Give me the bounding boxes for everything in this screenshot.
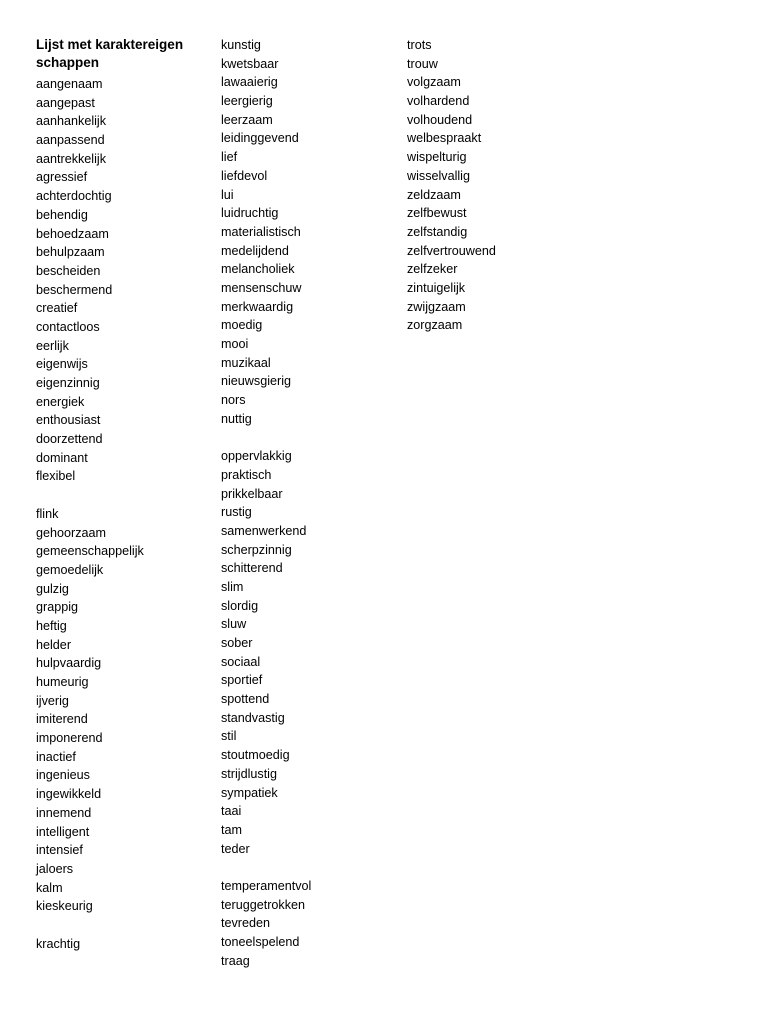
list-item: materialistisch [221, 224, 301, 239]
list-item: nieuwsgierig [221, 374, 292, 389]
list-item: lief [221, 150, 238, 165]
list-item: flink [36, 506, 59, 521]
list-item: dominant [36, 450, 88, 465]
list-item: toneelspelend [221, 935, 300, 949]
list-item: luidruchtig [221, 206, 279, 221]
list-item: nuttig [221, 411, 252, 426]
list-item: ingewikkeld [36, 787, 102, 802]
list-gap [36, 486, 206, 505]
page-title: Lijst met karaktereigenschappen [36, 37, 184, 70]
list-item: bescheiden [36, 263, 101, 278]
list-item: mooi [221, 337, 249, 351]
list-item: leergierig [221, 94, 273, 109]
list-item: ingenieus [36, 768, 90, 783]
list-item: sober [221, 636, 253, 650]
list-item: creatief [36, 301, 78, 316]
list-item: muzikaal [221, 355, 271, 370]
list-item: intensief [36, 843, 83, 858]
list-item: melancholiek [221, 262, 295, 277]
list-item: achterdochtig [36, 189, 112, 204]
list-item: jaloers [36, 861, 74, 876]
list-item: eigenwijs [36, 357, 88, 372]
column-1 [36, 36, 206, 953]
list-item: spottend [221, 692, 270, 707]
list-item: zelfstandig [407, 224, 468, 239]
list-item: aangepast [36, 95, 95, 110]
list-item: temperamentvol [221, 878, 312, 893]
list-item: eigenzinnig [36, 376, 100, 390]
list-gap [221, 428, 396, 447]
list-item: strijdlustig [221, 766, 277, 781]
list-item: zorgzaam [407, 318, 463, 333]
list-item: kwetsbaar [221, 56, 279, 71]
list-item: agressief [36, 170, 88, 185]
list-item: slim [221, 579, 244, 594]
list-item: merkwaardig [221, 299, 294, 314]
list-item: kieskeurig [36, 899, 93, 914]
list-item: samenwerkend [221, 523, 307, 538]
list-item: hulpvaardig [36, 656, 102, 671]
column-3 [407, 36, 582, 335]
list-item: leerzaam [221, 112, 273, 127]
list-item: energiek [36, 394, 85, 409]
list-item: nors [221, 393, 246, 408]
list-item: eerlijk [36, 338, 69, 353]
word-list-2 [221, 36, 396, 970]
list-item: gehoorzaam [36, 525, 107, 540]
list-item: helder [36, 637, 72, 652]
list-item: stoutmoedig [221, 748, 290, 763]
list-item: innemend [36, 805, 92, 820]
list-item: volgzaam [407, 75, 461, 90]
list-item: wisselvallig [407, 168, 470, 183]
list-item: behoedzaam [36, 226, 109, 241]
list-item: behulpzaam [36, 245, 105, 260]
list-item: zeldzaam [407, 187, 461, 202]
column-2 [221, 36, 396, 970]
list-item: tevreden [221, 916, 271, 931]
list-gap [221, 858, 396, 877]
list-item: intelligent [36, 824, 90, 839]
list-item: volhoudend [407, 112, 473, 127]
list-item: liefdevol [221, 168, 268, 183]
list-item: aantrekkelijk [36, 151, 106, 166]
list-item: stil [221, 729, 237, 744]
list-item: aangenaam [36, 77, 103, 91]
list-item: standvastig [221, 710, 285, 725]
list-item: trots [407, 38, 432, 52]
list-item: contactloos [36, 319, 100, 334]
list-item: teder [221, 841, 250, 856]
list-item: leidinggevend [221, 131, 299, 146]
list-item: aanhankelijk [36, 114, 107, 129]
list-item: schitterend [221, 561, 283, 576]
list-gap [36, 916, 206, 935]
word-list-1 [36, 75, 206, 953]
list-item: sociaal [221, 654, 261, 669]
list-item: krachtig [36, 936, 81, 951]
list-item: teruggetrokken [221, 897, 306, 912]
list-item: zelfzeker [407, 262, 458, 277]
list-item: doorzettend [36, 432, 103, 447]
list-item: enthousiast [36, 413, 101, 428]
list-item: behendig [36, 207, 88, 222]
list-item: zintuigelijk [407, 280, 466, 295]
list-item: heftig [36, 618, 67, 633]
list-item: ijverig [36, 693, 69, 708]
list-item: flexibel [36, 469, 76, 484]
list-item: sympatiek [221, 785, 278, 800]
list-item: imponerend [36, 731, 103, 746]
list-item: slordig [221, 598, 259, 613]
list-item: humeurig [36, 675, 89, 689]
list-item: kunstig [221, 38, 261, 52]
list-item: lui [221, 187, 234, 202]
list-item: lawaaierig [221, 75, 278, 90]
list-item: tam [221, 822, 242, 837]
list-item: traag [221, 953, 250, 968]
list-item: grappig [36, 600, 79, 615]
list-item: aanpassend [36, 133, 105, 148]
list-item: volhardend [407, 94, 470, 109]
list-item: zelfvertrouwend [407, 243, 496, 258]
list-item: rustig [221, 505, 252, 520]
list-item: oppervlakkig [221, 449, 292, 464]
list-item: imiterend [36, 712, 88, 727]
list-item: taai [221, 804, 242, 819]
list-item: prikkelbaar [221, 486, 283, 501]
list-item: trouw [407, 56, 438, 71]
list-item: gulzig [36, 581, 69, 596]
list-item: sportief [221, 673, 263, 688]
list-item: gemoedelijk [36, 562, 104, 577]
list-item: mensenschuw [221, 280, 302, 295]
list-item: sluw [221, 617, 247, 632]
list-item: medelijdend [221, 243, 289, 258]
word-list-3 [407, 36, 582, 335]
list-item: gemeenschappelijk [36, 544, 144, 559]
list-item: moedig [221, 318, 263, 333]
list-item: beschermend [36, 282, 113, 297]
list-item: inactief [36, 749, 76, 764]
list-item: wispelturig [407, 150, 467, 165]
list-item: zwijgzaam [407, 299, 466, 314]
list-item: scherpzinnig [221, 542, 292, 557]
list-item: zelfbewust [407, 206, 467, 221]
list-item: kalm [36, 880, 63, 895]
list-item: praktisch [221, 467, 272, 482]
list-item: welbespraakt [407, 131, 482, 146]
